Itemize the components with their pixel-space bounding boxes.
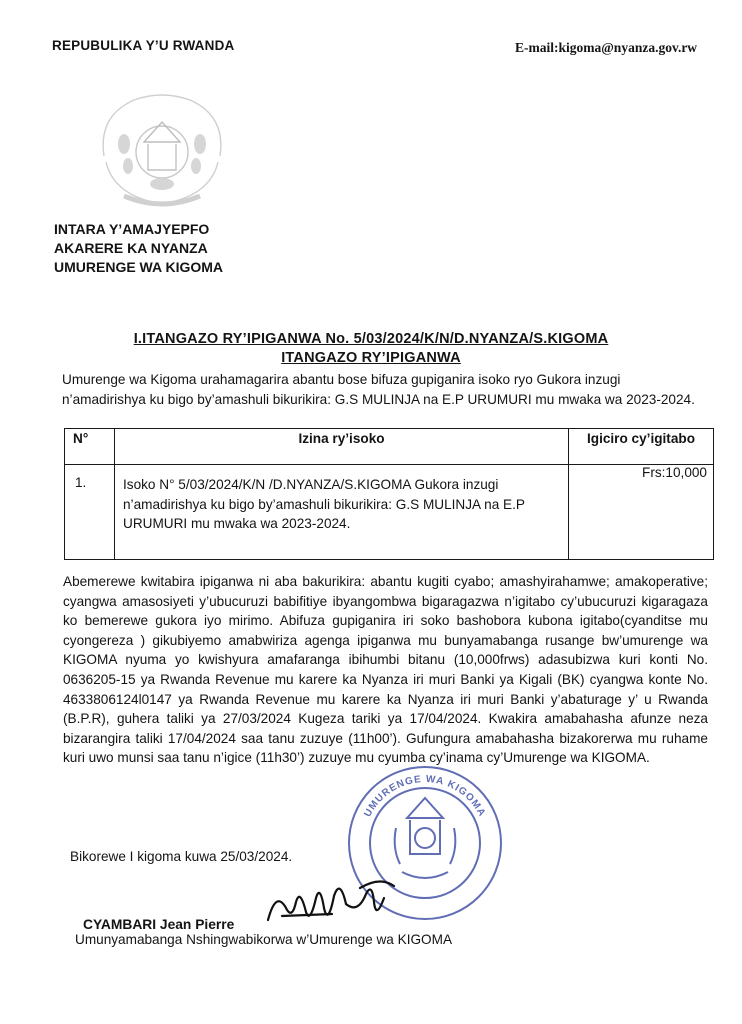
column-header-price: Igiciro cy’igitabo: [569, 429, 714, 465]
tender-table: [64, 428, 714, 560]
email-address: E-mail:kigoma@nyanza.gov.rw: [515, 40, 698, 55]
stamp-text: UMURENGE WA KIGOMA: [362, 773, 488, 819]
admin-sector: UMURENGE WA KIGOMA: [54, 259, 224, 275]
date-line: Bikorewe I kigoma kuwa 25/03/2024.: [70, 849, 293, 864]
row-price: Frs:10,000: [569, 465, 714, 560]
table-row: [65, 465, 714, 560]
table-header-row: [65, 429, 714, 465]
notice-body: Abemerewe kwitabira ipiganwa ni aba bakurikira: abantu kugiti cyabo; amashyirahamwe; amakoperative; cyangwa amasosiyeti y’ubucuruzi babifitiye ibyangombwa bigaragazwa n’igitabo cy’ubucuruzi kigaragaza ko bemerewe gukora iyo mirimo. Abifuza gupiganira iri soko bashobora kubona igitabo(cyanditse mu cyongereza ) gikubiyemo amabwiriza agenga ipiganwa mu bunyamabanga rusange bw’umurenge wa KIGOMA nyuma yo kwishyura amafaranga ibihumbi bitanu (10,000frws) adasubizwa kuri konti No. 0636205-15 ya Rwanda Revenue mu karere ka Nyanza iri muri Banki ya Kigali (BK) cyangwa konte No. 4633806124l0147 ya Rwanda Revenue mu karere ka Nyanza iri muri Banki y’abaturage y’ u Rwanda (B.P.R), guhera taliki ya 27/03/2024 Kugeza tariki ya 17/04/2024. Kwakira amabahasha afunze neza bizarangira taliki 17/04/2024 saa tanu zuzuye (11h00’). Gufungura amabahasha bizakorerwa mu ruhame kuri uwo munsi saa tanu n’igice (11h30’) zuzuye mu cyumba cy’inama cy’Umurenge wa KIGOMA.: [63, 574, 708, 766]
notice-subtitle: ITANGAZO RY’IPIGANWA: [281, 350, 461, 366]
notice-title: I.ITANGAZO RY’IPIGANWA No. 5/03/2024/K/N/D.NYANZA/S.KIGOMA: [133, 331, 609, 347]
country-name: REPUBULIKA Y’U RWANDA: [52, 38, 235, 53]
row-number: 1.: [65, 465, 115, 560]
row-tender-name: Isoko N° 5/03/2024/K/N /D.NYANZA/S.KIGOMA Gukora inzugi n’amadirishya ku bigo by’amashuli bikurikira: G.S MULINJA na E.P URUMURI mu mwaka wa 2023-2024.: [115, 465, 569, 560]
administrative-header: [54, 220, 223, 277]
signer-name: CYAMBARI Jean Pierre: [83, 917, 235, 932]
column-header-number: N°: [65, 429, 115, 465]
signature-icon: [262, 868, 402, 932]
admin-province: INTARA Y’AMAJYEPFO: [54, 221, 210, 237]
coat-of-arms-icon: [84, 86, 240, 214]
signer-role: Umunyamabanga Nshingwabikorwa w’Umurenge wa KIGOMA: [75, 932, 453, 947]
column-header-name: Izina ry’isoko: [115, 429, 569, 465]
admin-district: AKARERE KA NYANZA: [54, 240, 208, 256]
notice-intro: Umurenge wa Kigoma urahamagarira abantu bose bifuza gupiganira isoko ryo Gukora inzugi n’amadirishya ku bigo by’amashuli bikurikira: G.S MULINJA na E.P URUMURI mu mwaka wa 2023-2024.: [62, 372, 695, 407]
